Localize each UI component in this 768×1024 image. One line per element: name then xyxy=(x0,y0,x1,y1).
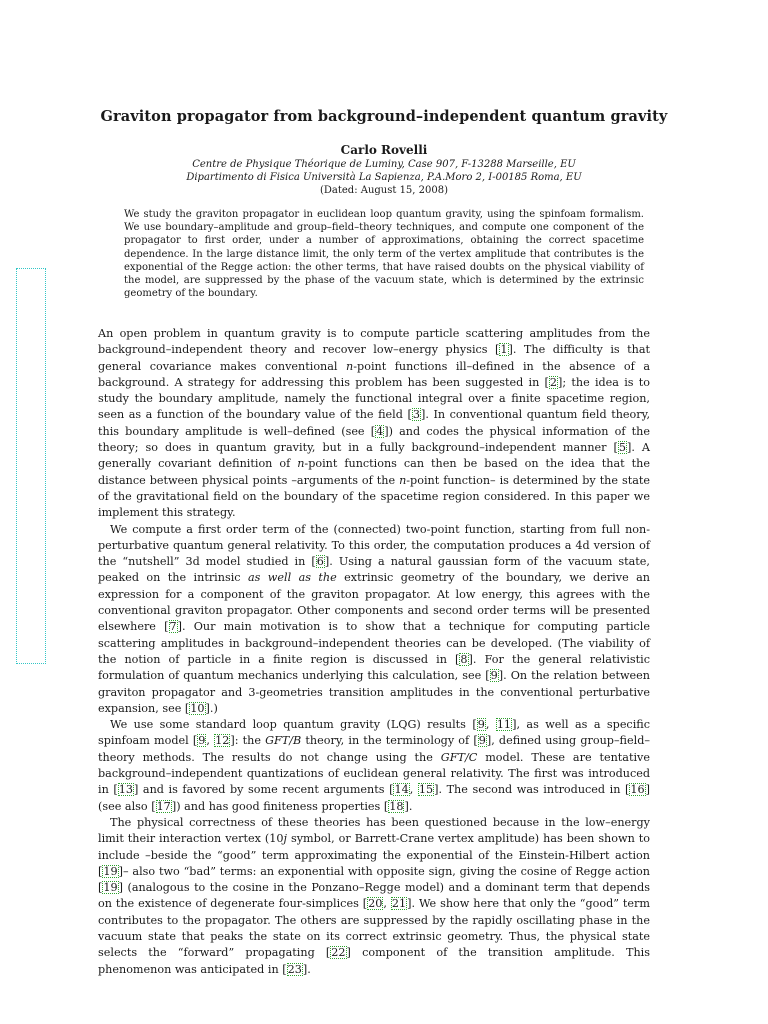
body-paragraph: We use some standard loop quantum gravity (LQG) results [9, 11], as well as a specific spinfoam model [9, 12]: the GFT/B theory, in the terminology of [9], defined using group–field–theory methods. The results do not change using the GFT/C model. These are tentative background–independent quantizations of euclidean general relativity. The first was introduced in [13] and is favored by some recent arguments [14, 15]. The second was introduced in [16] (see also [17]) and has good finiteness properties [18]. xyxy=(98,718,651,813)
citation-link[interactable]: 7 xyxy=(169,620,177,634)
text-run: ) and has good finiteness properties xyxy=(176,799,384,813)
text-run: symbol, or Barrett-Crane vertex amplitude) has been shown to include –beside the “good” term approximating the exponential of the Einstein-Hilbert action xyxy=(98,832,650,862)
citation-link[interactable]: 3 xyxy=(412,408,420,422)
body-paragraph: The physical correctness of these theories has been questioned because in the low–energy limit their interaction vertex (10j symbol, or Barrett-Crane vertex amplitude) has been shown to include –beside the “good” term approximating the exponential of the Einstein-Hilbert action [19]– also two “bad” terms: an exponential with opposite sign, giving the cosine of Regge action [19] (analogous to the cosine in the Ponzano–Regge model) and a dominant term that depends on the existence of degenerate four-simplices [20, 21]. We show here that only the “good” term contributes to the propagator. The others are suppressed by the rapidly oscillating phase in the vacuum state that peaks the state on its correct extrinsic geometry. Thus, the physical state selects the “forward” propagating [22] component of the transition amplitude. This phenomenon was anticipated in [23]. xyxy=(98,815,650,976)
text-run: . In conventional quantum field theory, this boundary amplitude is well–defined (see xyxy=(98,408,651,438)
affiliation-2: Dipartimento di Fisica Università La Sapienza, P.A.Moro 2, I-00185 Roma, EU xyxy=(186,172,582,183)
citation-link[interactable]: 9 xyxy=(490,669,498,683)
text-run: . The second was introduced in xyxy=(438,783,626,797)
italic-text: as well as the xyxy=(247,571,337,585)
citation-link[interactable]: 10 xyxy=(190,701,205,715)
text-run: -point functions can then be based on the idea that the distance between physical points –arguments of the xyxy=(98,457,650,487)
author-name: Carlo Rovelli xyxy=(340,143,428,157)
text-run: . A generally covariant definition of xyxy=(98,441,650,471)
text-run: ; the idea is to study the boundary amplitude, namely the functional integral over a finite spacetime region, seen as a function of the boundary value of the field xyxy=(98,375,650,422)
citation-link[interactable]: 22 xyxy=(331,946,346,960)
body-paragraph: An open problem in quantum gravity is to compute particle scattering amplitudes from the background–independent theory and recover low–energy physics [1]. The difficulty is that general covariance makes conventional n-point functions ill–defined in the absence of a background. A strategy for addressing this problem has been suggested in [2]; the idea is to study the boundary amplitude, namely the functional integral over a finite spacetime region, seen as a function of the boundary value of the field [3]. In conventional quantum field theory, this boundary amplitude is well–defined (see [4]) and codes the physical information of the theory; so does in quantum gravity, but in a fully background–independent manner [5]. A generally covariant definition of n-point functions can then be based on the idea that the distance between physical points –arguments of the n-point function– is determined by the state of the gravitational field on the boundary of the spacetime region considered. In this paper we implement this strategy. xyxy=(98,327,651,520)
italic-text: GFT/B xyxy=(265,734,302,748)
citation-link[interactable]: 4 xyxy=(376,424,384,438)
text-run: , as well as a specific spinfoam model xyxy=(98,718,651,748)
text-run: . The difficulty is that general covariance makes conventional xyxy=(98,343,650,373)
citation-link[interactable]: 14 xyxy=(394,783,409,797)
text-run: . Using a natural gaussian form of the vacuum state, peaked on the intrinsic xyxy=(98,555,650,585)
citation-link[interactable]: 9 xyxy=(198,734,206,748)
text-run: . xyxy=(408,799,413,813)
citation-link[interactable]: 11 xyxy=(496,718,512,732)
citation-link[interactable]: 19 xyxy=(103,881,118,895)
citation-link[interactable]: 20 xyxy=(368,897,383,911)
text-run: : the xyxy=(234,734,266,748)
italic-text: GFT/C xyxy=(440,750,478,764)
text-run: theory, in the terminology of xyxy=(301,734,474,748)
citation-link[interactable]: 1 xyxy=(500,343,508,357)
italic-text: n xyxy=(297,457,305,471)
citation-link[interactable]: 23 xyxy=(287,962,302,976)
citation-link[interactable]: 15 xyxy=(418,783,434,797)
citation-link[interactable]: 19 xyxy=(103,864,118,878)
citation-link[interactable]: 16 xyxy=(630,783,645,797)
text-run: (analogous to the cosine in the Ponzano–Regge model) and a dominant term that depends on the existence of degenerate four-simplices xyxy=(98,881,650,911)
text-run: We compute a first order term of the (connected) two-point function, starting from full non-perturbative quantum general relativity. To this order, the computation produces a 4d version of the “nutshell” 3d model studied in xyxy=(98,522,650,569)
text-run: An open problem in quantum gravity is to compute particle scattering amplitudes from the background–independent theory and recover low–energy physics xyxy=(98,327,650,357)
text-run: . We show here that only the “good” term contributes to the propagator. The others are suppressed by the rapidly oscillating phase in the vacuum state that peaks the state on its correct extrinsic geometry. Thus, the physical state selects the “forward” propagating xyxy=(98,897,650,960)
italic-text: n xyxy=(346,359,354,373)
citation-link[interactable]: 2 xyxy=(549,375,558,389)
paper-title: Graviton propagator from background–independent quantum gravity xyxy=(100,108,668,125)
text-run: , defined using group–field–theory methods. The results do not change using the xyxy=(98,734,650,764)
citation-link[interactable]: 12 xyxy=(215,734,230,748)
text-run: (see also xyxy=(98,799,152,813)
citation-link[interactable]: 9 xyxy=(477,718,485,732)
abstract: We study the graviton propagator in euclidean loop quantum gravity, using the spinfoam formalism. We use boundary–amplitude and group–field–theory techniques, and compute one component of the propagator to first order, under a number of approximations, obtaining the correct spacetime dependence. In the large distance limit, the only term of the vertex amplitude that contributes is the exponential of the Regge action: the other terms, that have raised doubts on the physical viability of the model, are suppressed by the phase of the vacuum state, which is determined by the extrinsic geometry of the boundary. xyxy=(124,209,644,300)
italic-text: n xyxy=(399,473,407,487)
text-run: . On the relation between graviton propagator and 3-geometries transition amplitudes in the conventional perturbative expansion, see xyxy=(98,669,650,715)
text-run: The physical correctness of these theories has been questioned because in the low–energy limit their interaction vertex (10 xyxy=(98,815,650,846)
text-run: . xyxy=(307,962,311,976)
citation-link[interactable]: 21 xyxy=(391,897,407,911)
citation-link[interactable]: 5 xyxy=(618,441,626,455)
text-run: component of the transition amplitude. This phenomenon was anticipated in xyxy=(98,946,650,976)
text-run: -point functions ill–defined in the absence of a background. A strategy for addressing this problem has been suggested in xyxy=(98,359,650,389)
citation-link[interactable]: 17 xyxy=(156,799,171,813)
text-run: We use some standard loop quantum gravity (LQG) results xyxy=(110,718,473,732)
text-run: . Our main motivation is to show that a technique for computing particle scattering amplitudes in background–independent theories can be developed. (The viability of the notion of particle in a finite region is discussed in xyxy=(98,620,650,666)
main-text xyxy=(98,326,650,978)
text-run: model. These are tentative background–independent quantizations of euclidean general relativity. The first was introduced in xyxy=(98,750,650,797)
text-run: -point function– is determined by the state of the gravitational field on the boundary of the spacetime region considered. In this paper we implement this strategy. xyxy=(98,473,650,520)
italic-text: j xyxy=(283,832,287,846)
text-run: ) and codes the physical information of the theory; so does in quantum gravity, but in a fully background–independent manner xyxy=(98,424,650,455)
text-run: . For the general relativistic formulation of quantum mechanics underlying this calculation, see xyxy=(98,652,650,683)
arxiv-identifier-stamp[interactable] xyxy=(16,268,46,664)
dated-line: (Dated: August 15, 2008) xyxy=(319,185,449,196)
body-paragraph: We compute a first order term of the (connected) two-point function, starting from full non-perturbative quantum general relativity. To this order, the computation produces a 4d version of the “nutshell” 3d model studied in [6]. Using a natural gaussian form of the vacuum state, peaked on the intrinsic as well as the extrinsic geometry of the boundary, we derive an expression for a component of the graviton propagator. At low energy, this agrees with the conventional graviton propagator. Other components and second order terms will be presented elsewhere [7]. Our main motivation is to show that a technique for computing particle scattering amplitudes in background–independent theories can be developed. (The viability of the notion of particle in a finite region is discussed in [8]. For the general relativistic formulation of quantum mechanics underlying this calculation, see [9]. On the relation between graviton propagator and 3-geometries transition amplitudes in the conventional perturbative expansion, see [10].) xyxy=(98,522,650,715)
affiliation-1: Centre de Physique Théorique de Luminy, Case 907, F-13288 Marseille, EU xyxy=(192,159,576,170)
citation-link[interactable]: 6 xyxy=(316,555,324,569)
text-run: and is favored by some recent arguments xyxy=(138,783,390,797)
citation-link[interactable]: 18 xyxy=(389,799,404,813)
citation-link[interactable]: 8 xyxy=(460,652,468,666)
text-run: – also two “bad” terms: an exponential with opposite sign, giving the cosine of Regge action xyxy=(123,864,650,878)
text-run: extrinsic geometry of the boundary, we derive an expression for a component of the graviton propagator. At low energy, this agrees with the conventional graviton propagator. Other components and second order terms will be presented elsewhere xyxy=(98,571,650,634)
citation-link[interactable]: 9 xyxy=(478,734,486,748)
text-run: .) xyxy=(209,701,218,715)
citation-link[interactable]: 13 xyxy=(118,783,133,797)
